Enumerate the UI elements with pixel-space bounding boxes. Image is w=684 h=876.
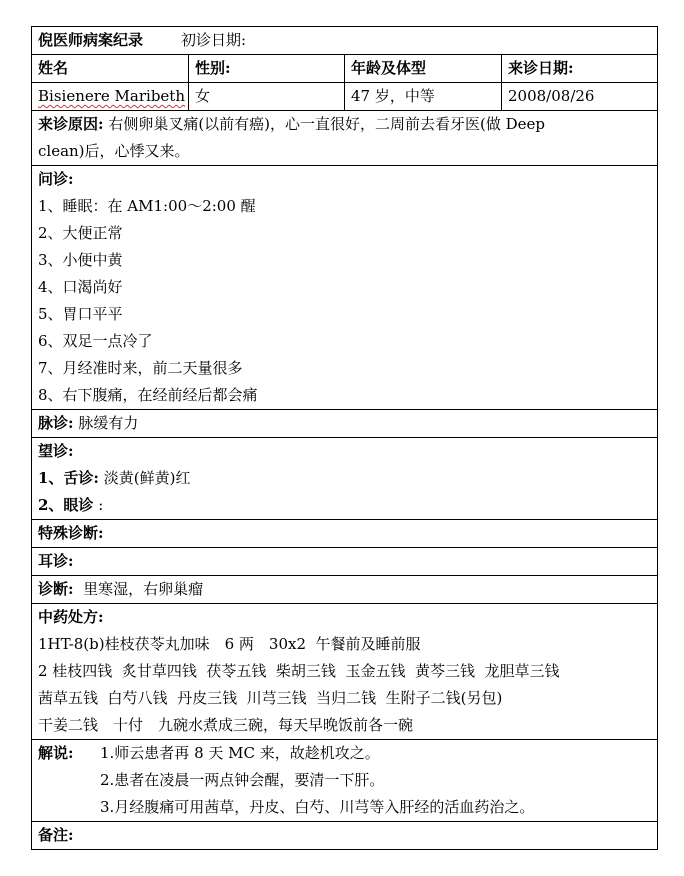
special-diagnosis-cell bbox=[32, 520, 658, 548]
inquiry-label: 问诊: bbox=[38, 170, 74, 188]
inquiry-item: 3、小便中黄 bbox=[38, 251, 123, 269]
visit-reason-cell bbox=[32, 111, 658, 166]
patient-name: Bisienere Maribeth bbox=[38, 87, 185, 105]
gender-header: 性别: bbox=[189, 55, 345, 83]
diagnosis-label: 诊断: bbox=[38, 580, 74, 598]
inquiry-row bbox=[32, 166, 658, 410]
pulse-text: 脉缓有力 bbox=[78, 414, 139, 432]
pulse-label: 脉诊: bbox=[38, 414, 74, 432]
diagnosis-text: 里寒湿，右卵巢瘤 bbox=[83, 580, 204, 598]
explanation-item: 1.师云患者再 8 天 MC 来，故趁机攻之。 bbox=[100, 744, 380, 762]
title-row bbox=[32, 27, 658, 55]
title-cell bbox=[32, 27, 658, 55]
prescription-label: 中药处方: bbox=[38, 608, 104, 626]
inspection-label: 望诊: bbox=[38, 442, 74, 460]
patient-age-build: 47 岁，中等 bbox=[345, 83, 502, 111]
patient-name-cell bbox=[32, 83, 189, 111]
pulse-cell bbox=[32, 410, 658, 438]
eye-label: 2、眼诊 bbox=[38, 496, 94, 514]
inquiry-item: 7、月经准时来，前二天量很多 bbox=[38, 359, 243, 377]
remarks-label: 备注: bbox=[38, 826, 74, 844]
diagnosis-row bbox=[32, 576, 658, 604]
inspection-cell bbox=[32, 438, 658, 520]
patient-value-row bbox=[32, 83, 658, 111]
ear-diagnosis-cell bbox=[32, 548, 658, 576]
tongue-text: 淡黄(鲜黄)红 bbox=[103, 469, 191, 487]
visit-reason-text-1: 右侧卵巢叉痛(以前有癌)，心一直很好，二周前去看牙医(做 Deep bbox=[108, 115, 546, 133]
pulse-row bbox=[32, 410, 658, 438]
age-build-header: 年龄及体型 bbox=[345, 55, 502, 83]
prescription-line: 1HT-8(b)桂枝茯苓丸加味 6 两 30x2 午餐前及睡前服 bbox=[38, 635, 421, 653]
visit-date-header: 来诊日期: bbox=[502, 55, 658, 83]
prescription-line: 干姜二钱 十付 九碗水煮成三碗，每天早晚饭前各一碗 bbox=[38, 716, 414, 734]
inquiry-item: 1、睡眠：在 AM1:00～2:00 醒 bbox=[38, 197, 256, 215]
prescription-line: 2 桂枝四钱 炙甘草四钱 茯苓五钱 柴胡三钱 玉金五钱 黄芩三钱 龙胆草三钱 bbox=[38, 662, 560, 680]
inquiry-item: 8、右下腹痛，在经前经后都会痛 bbox=[38, 386, 258, 404]
visit-reason-row bbox=[32, 111, 658, 166]
inquiry-item: 2、大便正常 bbox=[38, 224, 123, 242]
inquiry-item: 4、口渴尚好 bbox=[38, 278, 123, 296]
patient-header-row bbox=[32, 55, 658, 83]
explanation-item: 3.月经腹痛可用茜草，丹皮、白芍、川芎等入肝经的活血药治之。 bbox=[100, 798, 535, 816]
eye-text: : bbox=[98, 496, 104, 514]
prescription-line: 茜草五钱 白芍八钱 丹皮三钱 川芎三钱 当归二钱 生附子二钱(另包) bbox=[38, 689, 503, 707]
prescription-row bbox=[32, 604, 658, 740]
special-diagnosis-label: 特殊诊断: bbox=[38, 524, 104, 542]
medical-record-sheet bbox=[31, 26, 657, 850]
medical-record-table bbox=[31, 26, 658, 850]
inspection-row bbox=[32, 438, 658, 520]
visit-reason-label: 来诊原因: bbox=[38, 115, 104, 133]
first-visit-label: 初诊日期: bbox=[181, 31, 247, 49]
explanation-cell bbox=[32, 740, 658, 822]
inquiry-cell bbox=[32, 166, 658, 410]
inquiry-item: 5、胃口平平 bbox=[38, 305, 123, 323]
explanation-label: 解说: bbox=[38, 744, 74, 762]
visit-date: 2008/08/26 bbox=[502, 83, 658, 111]
ear-diagnosis-label: 耳诊: bbox=[38, 552, 74, 570]
remarks-row bbox=[32, 822, 658, 850]
diagnosis-cell bbox=[32, 576, 658, 604]
inquiry-item: 6、双足一点冷了 bbox=[38, 332, 153, 350]
explanation-item: 2.患者在凌晨一两点钟会醒，要清一下肝。 bbox=[100, 771, 385, 789]
special-diagnosis-row bbox=[32, 520, 658, 548]
prescription-cell bbox=[32, 604, 658, 740]
ear-diagnosis-row bbox=[32, 548, 658, 576]
patient-gender: 女 bbox=[189, 83, 345, 111]
record-title: 倪医师病案纪录 bbox=[38, 31, 144, 49]
explanation-row bbox=[32, 740, 658, 822]
tongue-label: 1、舌诊: bbox=[38, 469, 99, 487]
remarks-cell bbox=[32, 822, 658, 850]
name-header: 姓名 bbox=[32, 55, 189, 83]
visit-reason-text-2: clean)后，心悸又来。 bbox=[38, 142, 190, 160]
